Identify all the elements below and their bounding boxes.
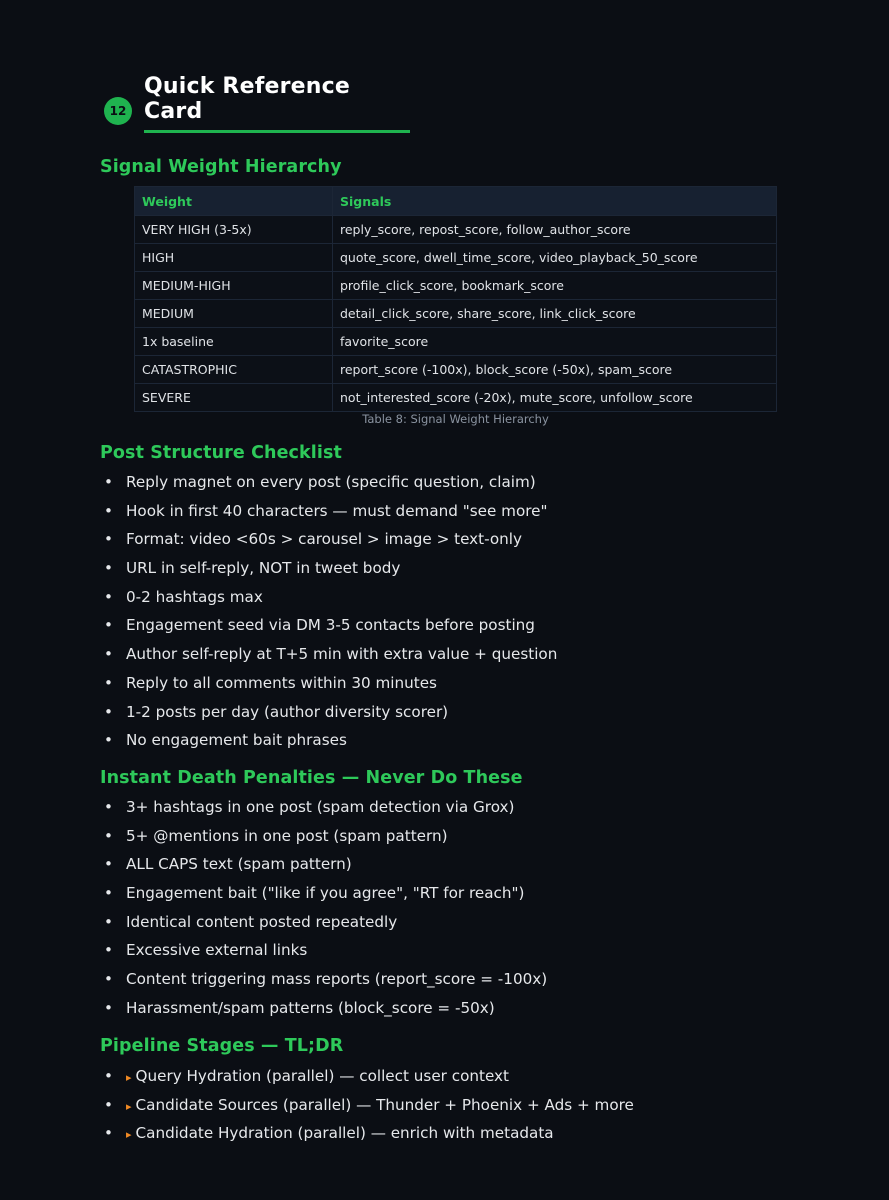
list-item-text: Content triggering mass reports (report_score = -100x)	[126, 970, 548, 989]
table-row	[135, 328, 777, 356]
list-item	[104, 554, 557, 583]
list-item-text: Candidate Sources (parallel) — Thunder + Phoenix + Ads + more	[135, 1095, 634, 1114]
bullet-icon: •	[104, 970, 113, 989]
arrow-right-icon: ▸	[126, 1128, 132, 1142]
list-item-text: Format: video <60s > carousel > image > text-only	[126, 530, 523, 549]
weight-cell: SEVERE	[135, 384, 333, 412]
arrow-right-icon: ▸	[126, 1071, 132, 1084]
arrow-right-icon: ▸	[126, 1099, 132, 1113]
list-item	[104, 850, 547, 879]
signals-cell: profile_click_score, bookmark_score	[333, 272, 777, 300]
chapter-number-badge: 12	[104, 97, 132, 125]
list-item	[104, 994, 547, 1023]
list-item-text: URL in self-reply, NOT in tweet body	[126, 559, 401, 578]
list-item	[104, 965, 547, 994]
table-row	[135, 216, 777, 244]
list-item	[104, 640, 557, 669]
bullet-icon: •	[104, 941, 113, 960]
list-item-text: No engagement bait phrases	[126, 731, 347, 750]
signals-cell: detail_click_score, share_score, link_click_score	[333, 300, 777, 328]
list-item	[104, 936, 547, 965]
column-header-signals: Signals	[333, 187, 777, 216]
list-item-text: 1-2 posts per day (author diversity scorer)	[126, 702, 449, 721]
list-item	[104, 1091, 634, 1120]
bullet-icon: •	[104, 826, 113, 845]
signals-cell: reply_score, repost_score, follow_author_score	[333, 216, 777, 244]
weight-cell: 1x baseline	[135, 328, 333, 356]
section-title-penalties: Instant Death Penalties — Never Do These	[100, 768, 523, 788]
bullet-icon: •	[104, 673, 113, 692]
section-title-pipeline: Pipeline Stages — TL;DR	[100, 1036, 344, 1056]
list-item-text: 3+ hashtags in one post (spam detection via Grox)	[126, 798, 515, 816]
list-item-text: Engagement seed via DM 3-5 contacts before posting	[126, 616, 535, 635]
list-item-text: ALL CAPS text (spam pattern)	[126, 855, 352, 874]
weight-cell: MEDIUM	[135, 300, 333, 328]
bullet-icon: •	[104, 530, 113, 549]
list-item-text: Identical content posted repeatedly	[126, 912, 398, 931]
bullet-icon: •	[104, 912, 113, 931]
table-row	[135, 272, 777, 300]
bullet-icon: •	[104, 702, 113, 721]
bullet-icon: •	[104, 559, 113, 578]
list-item-text: 5+ @mentions in one post (spam pattern)	[126, 826, 448, 845]
bullet-icon: •	[104, 1095, 113, 1114]
list-item-text: Hook in first 40 characters — must demand "see more"	[126, 501, 548, 520]
bullet-icon: •	[104, 855, 113, 874]
list-item-text: Excessive external links	[126, 941, 308, 960]
list-item	[104, 822, 547, 851]
section-title-post-checklist: Post Structure Checklist	[100, 443, 342, 463]
signals-cell: report_score (-100x), block_score (-50x), spam_score	[333, 356, 777, 384]
bullet-icon: •	[104, 645, 113, 664]
bullet-icon: •	[104, 798, 113, 816]
penalties-list	[104, 793, 547, 1023]
bullet-icon: •	[104, 998, 113, 1017]
chapter-header	[104, 74, 410, 133]
list-item	[104, 698, 557, 727]
bullet-icon: •	[104, 731, 113, 750]
list-item	[104, 611, 557, 640]
chapter-title: Quick Reference Card	[144, 74, 410, 133]
list-item-text: Candidate Hydration (parallel) — enrich with metadata	[135, 1124, 554, 1143]
list-item	[104, 669, 557, 698]
list-item	[104, 726, 557, 755]
list-item-text: Reply to all comments within 30 minutes	[126, 673, 437, 692]
table-row	[135, 356, 777, 384]
list-item	[104, 793, 547, 822]
bullet-icon: •	[104, 587, 113, 606]
list-item-text: Query Hydration (parallel) — collect user context	[135, 1067, 509, 1085]
table-header-row	[135, 187, 777, 216]
list-item	[104, 525, 557, 554]
bullet-icon: •	[104, 1124, 113, 1143]
list-item-text: 0-2 hashtags max	[126, 587, 263, 606]
weight-cell: CATASTROPHIC	[135, 356, 333, 384]
pipeline-stages-list	[104, 1062, 634, 1148]
table-row	[135, 384, 777, 412]
signal-weight-table	[134, 186, 777, 412]
bullet-icon: •	[104, 616, 113, 635]
bullet-icon: •	[104, 473, 113, 491]
list-item-text: Engagement bait ("like if you agree", "RT for reach")	[126, 884, 525, 903]
weight-cell: MEDIUM-HIGH	[135, 272, 333, 300]
bullet-icon: •	[104, 501, 113, 520]
post-checklist-list	[104, 468, 557, 755]
weight-cell: HIGH	[135, 244, 333, 272]
list-item	[104, 879, 547, 908]
signals-cell: favorite_score	[333, 328, 777, 356]
list-item	[104, 497, 557, 526]
list-item	[104, 468, 557, 497]
weight-cell: VERY HIGH (3-5x)	[135, 216, 333, 244]
list-item	[104, 583, 557, 612]
list-item	[104, 1062, 634, 1091]
bullet-icon: •	[104, 884, 113, 903]
list-item-text: Harassment/spam patterns (block_score = -50x)	[126, 998, 495, 1017]
signals-cell: not_interested_score (-20x), mute_score, unfollow_score	[333, 384, 777, 412]
bullet-icon: •	[104, 1067, 113, 1085]
table-row	[135, 244, 777, 272]
list-item	[104, 908, 547, 937]
list-item	[104, 1119, 634, 1148]
signals-cell: quote_score, dwell_time_score, video_playback_50_score	[333, 244, 777, 272]
list-item-text: Reply magnet on every post (specific question, claim)	[126, 473, 536, 491]
list-item-text: Author self-reply at T+5 min with extra value + question	[126, 645, 558, 664]
section-title-signal-weights: Signal Weight Hierarchy	[100, 157, 342, 177]
table-row	[135, 300, 777, 328]
column-header-weight: Weight	[135, 187, 333, 216]
table-caption: Table 8: Signal Weight Hierarchy	[362, 412, 549, 426]
